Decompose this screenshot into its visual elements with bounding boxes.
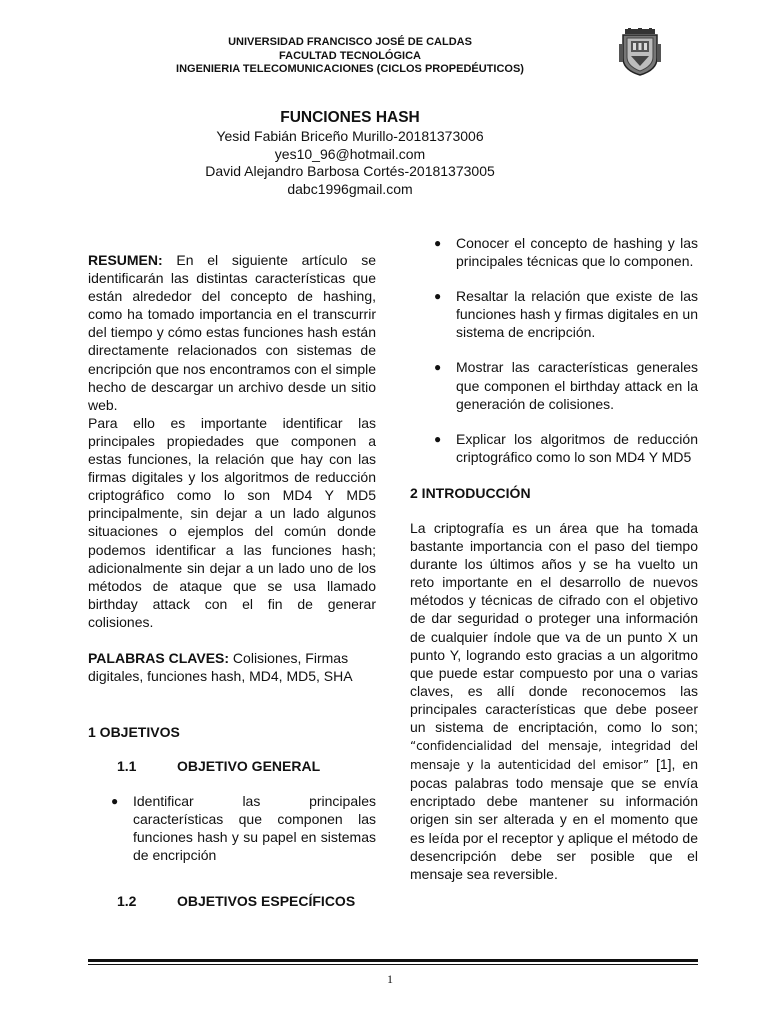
section-2-heading: 2 INTRODUCCIÓN bbox=[410, 484, 531, 501]
abstract-paragraph bbox=[88, 251, 376, 414]
subsection-title: OBJETIVOS ESPECÍFICOS bbox=[177, 892, 356, 909]
institution-header bbox=[150, 36, 550, 77]
author-2-name: David Alejandro Barbosa Cortés-20181373005 bbox=[205, 163, 495, 179]
subsection-1-1-heading bbox=[88, 757, 376, 775]
list-item: ● Mostrar las características generales que componen el birthday attack en la generación de colisiones. bbox=[434, 359, 698, 412]
keywords-paragraph bbox=[88, 649, 376, 685]
bullet-icon: ● bbox=[434, 431, 442, 446]
abstract-text: En el siguiente artículo se identificarán las distintas características que están alrededor del concepto de hashing, como ha tomado importancia en el transcurrir del tiempo y cómo estas funciones hash están directamente relacionados con sistemas de encripción que nos encontramos con el simple hecho de descargar un archivo desde un sitio web. bbox=[88, 252, 376, 413]
bullet-icon: ● bbox=[111, 794, 119, 809]
subsection-number: 1.1 bbox=[117, 758, 137, 775]
introduction-paragraph: La criptografía es un área que ha tomada bastante importancia con el paso del tiempo durante los últimos años y se ha vuelto un reto importante en el desarrollo de nuevos métodos y técnicas de cifrado con el objetivo de dar seguridad o proteger una información de cualquier índole que va de un punto X un punto Y, logrando esto gracias a un algoritmo que puede estar compuesto por una o varias claves, es allí donde reconocemos las principales características que debe poseer un sistema de encriptación, como lo son; “confidencialidad del mensaje, integridad del mensaje y la autenticidad del emisor” [1], en pocas palabras todo mensaje que se envía encriptado debe mantener su información origen sin ser alterada y en el momento que es leída por el receptor y aplique el método de desencripción debe ser posible que el mensaje sea reversible. bbox=[410, 519, 698, 882]
header-line-program: INGENIERIA TELECOMUNICACIONES (CICLOS PROPEDÉUTICOS) bbox=[176, 63, 524, 75]
section-1-heading: 1 OBJETIVOS bbox=[88, 724, 180, 741]
university-crest-icon bbox=[619, 28, 661, 76]
subsection-title: OBJETIVO GENERAL bbox=[177, 758, 321, 775]
bullet-icon: ● bbox=[434, 236, 442, 250]
general-objective-list bbox=[88, 792, 376, 864]
bullet-icon: ● bbox=[434, 289, 442, 304]
list-item: ● Explicar los algoritmos de reducción criptográfico como lo son MD4 Y MD5 bbox=[434, 430, 698, 465]
specific-objectives-list bbox=[410, 234, 698, 466]
list-item: ● Conocer el concepto de hashing y las principales técnicas que lo componen. bbox=[434, 235, 698, 270]
footer-rule-thick bbox=[88, 959, 698, 962]
paper-title: FUNCIONES HASH bbox=[280, 109, 420, 126]
author-2-email: dabc1996gmail.com bbox=[287, 180, 413, 197]
bullet-icon: ● bbox=[434, 360, 442, 375]
author-1-name: Yesid Fabián Briceño Murillo-20181373006 bbox=[216, 128, 484, 144]
definition-quote: “confidencialidad del mensaje, integridad del mensaje y la autenticidad del emisor” bbox=[410, 739, 698, 773]
list-item: ● Resaltar la relación que existe de las funciones hash y firmas digitales en un sistema de encripción. bbox=[434, 288, 698, 341]
subsection-number: 1.2 bbox=[117, 892, 137, 909]
keywords-text: Colisiones, Firmas digitales, funciones hash, MD4, MD5, SHA bbox=[88, 649, 353, 685]
footer-rule-thin bbox=[88, 964, 698, 965]
header-line-faculty: FACULTAD TECNOLÓGICA bbox=[279, 49, 421, 62]
subsection-1-2-heading bbox=[88, 892, 376, 910]
page-number: 1 bbox=[387, 972, 393, 986]
left-column bbox=[88, 234, 376, 910]
right-column bbox=[410, 234, 698, 883]
abstract-paragraph-2: Para ello es importante identificar las principales propiedades que componen a estas funciones, la relación que hay con las firmas digitales y los algoritmos de reducción criptográfico como lo son MD4 Y MD5 principalmente, sin dejar a un lado algunos situaciones o ejemplos del común donde podemos identificar a las funciones hash; adicionalmente sin dejar a un lado uno de los métodos de ataque que se usa llamado birthday attack con el fin de generar colisiones. bbox=[88, 414, 376, 630]
keywords-label: PALABRAS CLAVES: bbox=[88, 649, 230, 666]
paper-title-block bbox=[150, 108, 550, 198]
abstract-label: RESUMEN: bbox=[88, 252, 163, 268]
list-item: ● Identificar las principales características que componen las funciones hash y su papel en sistemas de encripción bbox=[111, 793, 376, 864]
header-line-university: UNIVERSIDAD FRANCISCO JOSÉ DE CALDAS bbox=[228, 36, 472, 48]
author-1-email: yes10_96@hotmail.com bbox=[274, 145, 426, 162]
